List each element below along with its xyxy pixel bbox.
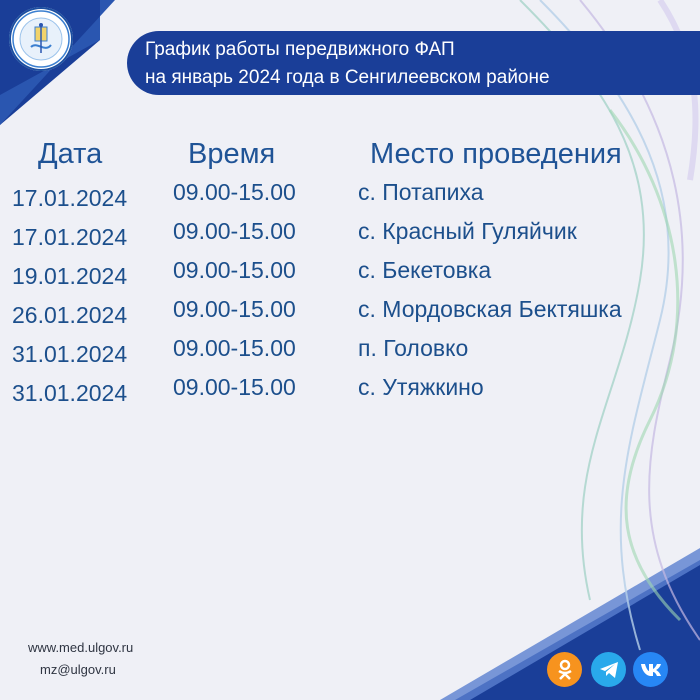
table-row bbox=[0, 370, 700, 409]
row-place: с. Потапиха bbox=[358, 179, 484, 205]
row-time: 09.00-15.00 bbox=[173, 296, 296, 322]
row-date: 17.01.2024 bbox=[12, 185, 128, 211]
row-place: с. Утяжкино bbox=[358, 374, 484, 400]
column-header-date: Дата bbox=[38, 138, 103, 170]
title-line-2: на январь 2024 года в Сенгилеевском районе bbox=[145, 67, 550, 88]
table-row bbox=[0, 292, 700, 331]
vk-icon[interactable] bbox=[633, 652, 668, 687]
row-place: с. Бекетовка bbox=[358, 257, 492, 283]
row-time: 09.00-15.00 bbox=[173, 374, 296, 400]
row-place: с. Красный Гуляйчик bbox=[358, 218, 577, 244]
row-time: 09.00-15.00 bbox=[173, 257, 296, 283]
ministry-logo bbox=[9, 7, 73, 71]
row-place: п. Головко bbox=[358, 335, 469, 361]
table-row bbox=[0, 214, 700, 253]
schedule-table bbox=[0, 175, 700, 409]
row-time: 09.00-15.00 bbox=[173, 335, 296, 361]
title-line-1: График работы передвижного ФАП bbox=[145, 39, 455, 60]
row-date: 19.01.2024 bbox=[12, 263, 128, 289]
column-header-place: Место проведения bbox=[370, 138, 622, 170]
row-date: 31.01.2024 bbox=[12, 341, 128, 367]
row-time: 09.00-15.00 bbox=[173, 179, 296, 205]
telegram-icon[interactable] bbox=[591, 652, 626, 687]
row-time: 09.00-15.00 bbox=[173, 218, 296, 244]
column-header-time: Время bbox=[188, 138, 276, 170]
table-row bbox=[0, 253, 700, 292]
table-row bbox=[0, 175, 700, 214]
row-place: с. Мордовская Бектяшка bbox=[358, 296, 622, 322]
email-link[interactable]: mz@ulgov.ru bbox=[40, 662, 116, 677]
table-row bbox=[0, 331, 700, 370]
row-date: 26.01.2024 bbox=[12, 302, 128, 328]
row-date: 31.01.2024 bbox=[12, 380, 128, 406]
row-date: 17.01.2024 bbox=[12, 224, 128, 250]
page-title bbox=[145, 36, 685, 92]
website-link[interactable]: www.med.ulgov.ru bbox=[28, 640, 134, 655]
odnoklassniki-icon[interactable] bbox=[547, 652, 582, 687]
